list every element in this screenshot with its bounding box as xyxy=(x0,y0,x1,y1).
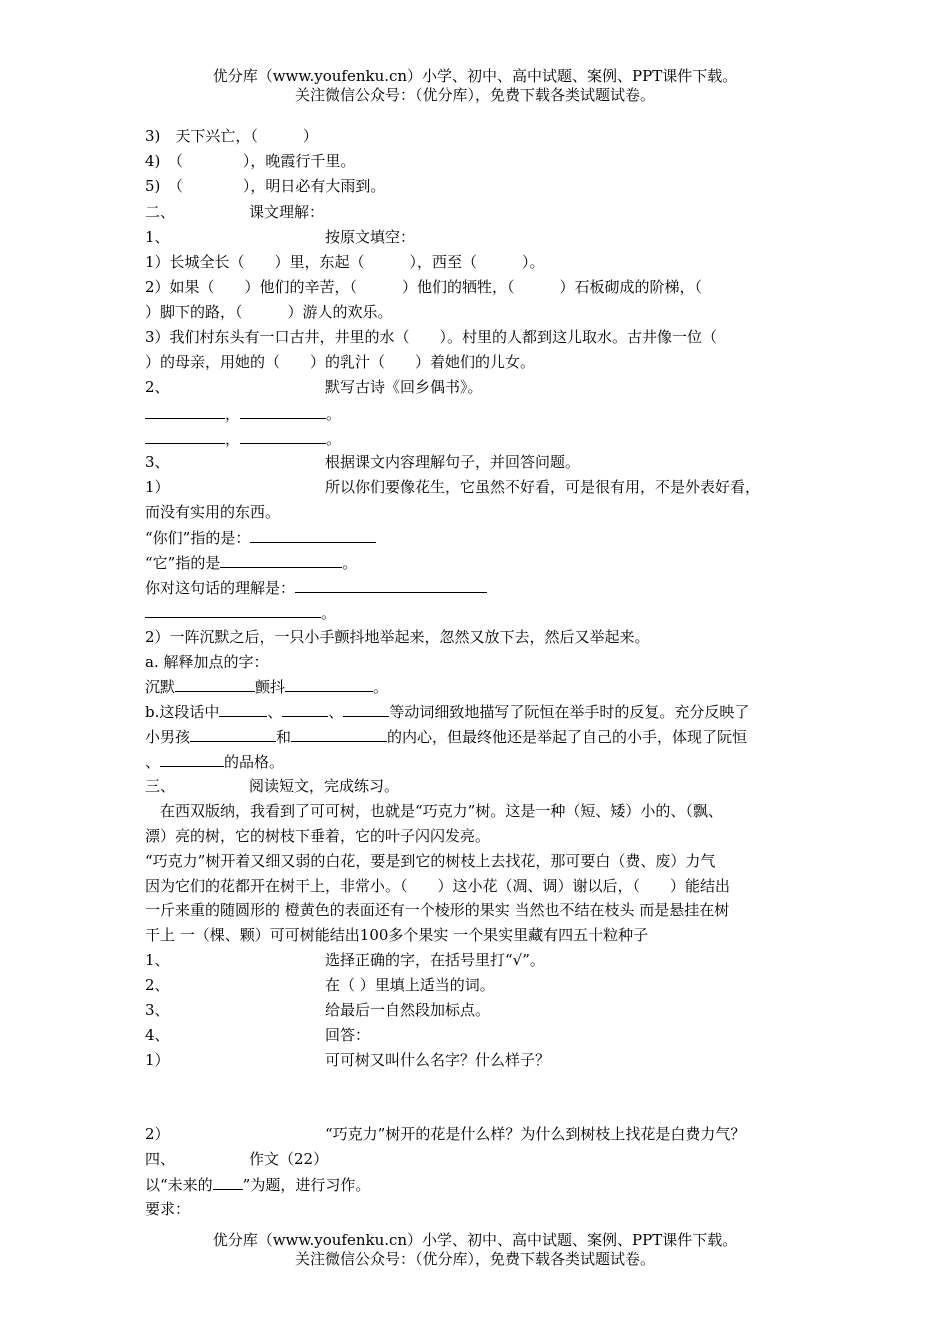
blank[interactable] xyxy=(145,602,321,618)
exercise-number: 4、 xyxy=(145,1026,170,1044)
exercise-number: 1、 xyxy=(145,951,170,969)
blank[interactable] xyxy=(291,726,387,742)
question-text: 按原文填空： xyxy=(325,228,416,246)
explain-words-blanks: 沉默 颤抖 。 xyxy=(145,678,389,696)
section-number: 三、 xyxy=(145,777,176,795)
blank[interactable] xyxy=(190,726,276,742)
section-number: 二、 xyxy=(145,203,176,221)
question-text: 根据课文内容理解句子，并回答问题。 xyxy=(325,453,581,471)
poem-blank-line-1: ， 。 xyxy=(145,403,341,424)
sentence-text: 所以你们要像花生，它虽然不好看，可是很有用，不是外表好看， xyxy=(325,478,761,496)
question-1-heading xyxy=(145,227,415,247)
fill-line-3: 3）我们村东头有一口古井，井里的水（ ）。村里的人都到这儿取水。古井像一位（ xyxy=(145,328,718,346)
blank[interactable] xyxy=(145,403,225,419)
sentence-1 xyxy=(145,477,760,497)
blank[interactable] xyxy=(250,527,376,543)
exercise-text: 给最后一自然段加标点。 xyxy=(325,1001,491,1019)
section-3-heading xyxy=(145,776,399,796)
fill-line-2: 2）如果（ ）他们的辛苦，（ ）他们的牺牲，（ ）石板砌成的阶梯，（ xyxy=(145,278,703,296)
blank[interactable] xyxy=(295,577,487,593)
exercise-1 xyxy=(145,950,545,970)
exercise-number: 2、 xyxy=(145,976,170,994)
question-number: 2、 xyxy=(145,378,170,396)
section-title: 课文理解： xyxy=(249,203,325,221)
section-title: 作文（22） xyxy=(249,1150,329,1168)
section-2-heading xyxy=(145,202,324,222)
sub-number: 1） xyxy=(145,478,170,496)
answer-you-refers: “你们”指的是： xyxy=(145,527,376,548)
answer-understanding-cont: 。 xyxy=(145,602,336,623)
blank[interactable] xyxy=(343,701,389,717)
boy-feelings-line: 小男孩 和 的内心，但最终他还是举起了自己的小手，体现了阮恒 xyxy=(145,728,748,746)
blank[interactable] xyxy=(160,751,224,767)
passage-line-6: 干上 一（棵、颗）可可树能结出100多个果实 一个果实里藏有四五十粒种子 xyxy=(145,926,649,944)
exercise-4-1 xyxy=(145,1050,550,1070)
sub-number: 1） xyxy=(145,1051,170,1069)
blank[interactable] xyxy=(175,676,255,692)
question-text: 默写古诗《回乡偶书》。 xyxy=(325,378,483,396)
blank[interactable] xyxy=(213,1174,243,1190)
answer-it-refers: “它”指的是 。 xyxy=(145,554,358,572)
blank[interactable] xyxy=(285,676,373,692)
blank[interactable] xyxy=(282,701,328,717)
explain-words-prompt: a. 解释加点的字： xyxy=(145,653,269,671)
sentence-2: 2）一阵沉默之后，一只小手颤抖地举起来，忽然又放下去，然后又举起来。 xyxy=(145,628,650,646)
question-number: 3、 xyxy=(145,453,170,471)
fill-line-2-cont: ）脚下的路，（ ）游人的欢乐。 xyxy=(145,303,393,321)
sub-question: “巧克力”树开的花是什么样？为什么到树枝上找花是白费力气？ xyxy=(325,1125,746,1143)
passage-line-3: “巧克力”树开着又细又弱的白花，要是到它的树枝上去找花，那可要白（费、废）力气 xyxy=(145,852,716,870)
section-number: 四、 xyxy=(145,1150,176,1168)
exercise-text: 回答： xyxy=(325,1026,371,1044)
poem-blank-line-2: ， 。 xyxy=(145,428,341,449)
blank[interactable] xyxy=(219,701,267,717)
blank[interactable] xyxy=(240,428,326,444)
blank[interactable] xyxy=(220,552,342,568)
header-line-1: 优分库（www.youfenku.cn）小学、初中、高中试题、案例、PPT课件下载。 xyxy=(212,67,738,85)
exercise-4-2 xyxy=(145,1124,745,1144)
sub-number: 2） xyxy=(145,1125,170,1143)
passage-line-4: 因为它们的花都开在树干上，非常小。（ ）这小花（凋、调）谢以后，（ ）能结出 xyxy=(145,877,731,895)
exercise-4 xyxy=(145,1025,370,1045)
question-2-heading xyxy=(145,377,483,397)
exercise-text: 在（ ）里填上适当的词。 xyxy=(325,976,495,994)
fill-line-1: 1）长城全长（ ）里，东起（ ），西至（ ）。 xyxy=(145,253,545,271)
sentence-1-cont: 而没有实用的东西。 xyxy=(145,503,281,521)
exercise-number: 3、 xyxy=(145,1001,170,1019)
sub-question: 可可树又叫什么名字？什么样子？ xyxy=(325,1051,551,1069)
passage-line-1: 在西双版纳，我看到了可可树，也就是“巧克力”树。这是一种（短、矮）小的、（飘、 xyxy=(145,802,723,820)
question-3-heading xyxy=(145,452,580,472)
exercise-text: 选择正确的字，在括号里打“√”。 xyxy=(325,951,545,969)
section-4-heading xyxy=(145,1149,328,1169)
answer-understanding: 你对这句话的理解是： xyxy=(145,577,487,598)
requirements-label: 要求： xyxy=(145,1200,191,1218)
page-footer xyxy=(0,1231,950,1269)
verbs-line: b.这段话中 、 、 等动词细致地描写了阮恒在举手时的反复。充分反映了 xyxy=(145,703,750,721)
idiom-3: 3) 天下兴亡，（ ） xyxy=(145,127,318,145)
passage-line-5: 一斤来重的随圆形的 橙黄色的表面还有一个棱形的果实 当然也不结在枝头 而是悬挂在树 xyxy=(145,901,730,919)
idiom-5: 5) （ ），明日必有大雨到。 xyxy=(145,177,386,195)
question-number: 1、 xyxy=(145,228,170,246)
idiom-4: 4) （ ），晚霞行千里。 xyxy=(145,152,356,170)
header-line-2: 关注微信公众号：（优分库），免费下载各类试题试卷。 xyxy=(294,86,655,104)
blank[interactable] xyxy=(240,403,326,419)
section-title: 阅读短文，完成练习。 xyxy=(249,777,400,795)
blank[interactable] xyxy=(145,428,225,444)
footer-line-1: 优分库（www.youfenku.cn）小学、初中、高中试题、案例、PPT课件下载。 xyxy=(212,1231,738,1249)
passage-line-2: 漂）亮的树，它的树枝下垂着，它的叶子闪闪发亮。 xyxy=(145,827,491,845)
essay-topic: 以“未来的 ”为题，进行习作。 xyxy=(145,1176,371,1194)
character-line: 、 的品格。 xyxy=(145,753,285,771)
exercise-3 xyxy=(145,1000,490,1020)
exercise-2 xyxy=(145,975,495,995)
footer-line-2: 关注微信公众号：（优分库），免费下载各类试题试卷。 xyxy=(294,1250,655,1268)
fill-line-3-cont: ）的母亲，用她的（ ）的乳汁（ ）着她们的儿女。 xyxy=(145,353,536,371)
page-header xyxy=(0,67,950,105)
